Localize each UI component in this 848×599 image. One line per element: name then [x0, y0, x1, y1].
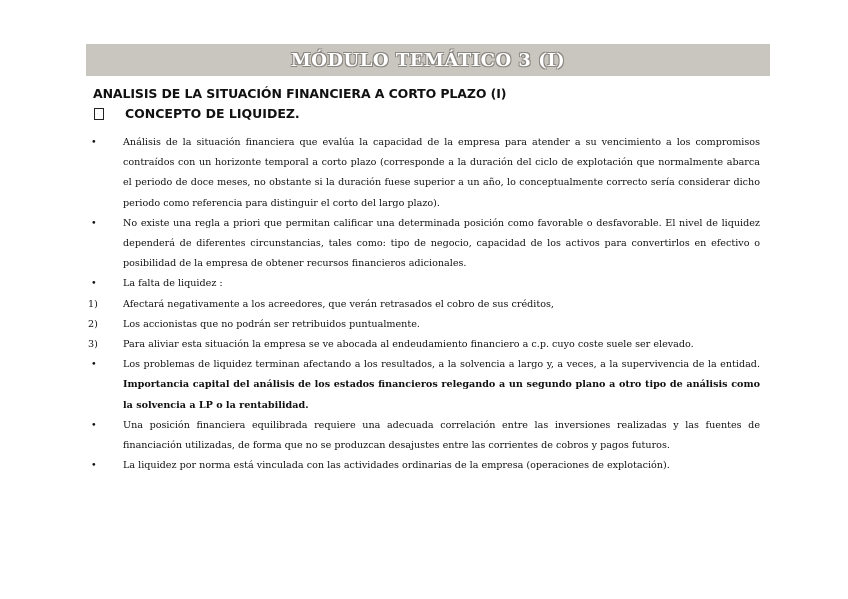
module-title: MÓDULO TEMÁTICO 3 (I): [290, 49, 566, 71]
list-item-text-regular: Los problemas de liquidez terminan afectando a los resultados, a la solvencia a largo y, a veces, a la supervivencia de la entidad.: [123, 359, 760, 371]
list-item: [88, 274, 760, 294]
section-heading: ANALISIS DE LA SITUACIÓN FINANCIERA A CORTO PLAZO (I): [93, 86, 507, 101]
bullet-marker: •: [91, 278, 97, 290]
list-item: [88, 214, 760, 275]
list-item-text: Una posición financiera equilibrada requiere una adecuada correlación entre las inversiones realizadas y las fuentes de financiación utilizadas, de forma que no se produzcan desajustes entre las corrientes de cobros y pagos futuros.: [123, 419, 760, 452]
list-item-text: No existe una regla a priori que permitan calificar una determinada posición como favorable o desfavorable. El nivel de liquidez dependerá de diferentes circunstancias, tales como: tipo de negocio, capacidad de los activos para convertirlos en efectivo o posibilidad de la empresa de obtener recursos financieros adicionales.: [123, 217, 760, 270]
list-item-text: Para aliviar esta situación la empresa se ve abocada al endeudamiento financiero a c.p. cuyo coste suele ser elevado.: [123, 339, 694, 351]
content-list: [88, 133, 760, 476]
list-item: [88, 133, 760, 214]
list-item-text: La liquidez por norma está vinculada con las actividades ordinarias de la empresa (operaciones de explotación).: [123, 460, 670, 472]
list-item-text: Afectará negativamente a los acreedores, que verán retrasados el cobro de sus créditos,: [123, 298, 554, 310]
title-bar: [86, 44, 770, 76]
subheading-row: [93, 106, 300, 121]
list-item: [88, 315, 760, 335]
bullet-marker: •: [91, 419, 97, 431]
list-item-text-bold: Importancia capital del análisis de los estados financieros relegando a un segundo plano a otro tipo de análisis como la solvencia a LP o la rentabilidad.: [123, 379, 760, 411]
number-marker: 3): [88, 339, 98, 351]
list-item-text: La falta de liquidez :: [123, 278, 223, 290]
list-item-text: Análisis de la situación financiera que evalúa la capacidad de la empresa para atender a su vencimiento a los compromisos contraídos con un horizonte temporal a corto plazo (corresponde a la duración del ciclo de explotación que normalmente abarca el periodo de doce meses, no obstante si la duración fuese superior a un año, lo conceptualmente correcto sería considerar dicho periodo como referencia para distinguir el corto del largo plazo).: [123, 137, 760, 209]
list-item: [88, 416, 760, 456]
bullet-marker: •: [91, 137, 97, 148]
list-item-text: Los accionistas que no podrán ser retribuidos puntualmente.: [123, 318, 420, 330]
checkbox-square-icon: [94, 108, 104, 120]
list-item-text: [123, 355, 760, 416]
list-item: [88, 456, 760, 476]
list-item: [88, 295, 760, 315]
bullet-marker: •: [91, 460, 97, 472]
number-marker: 2): [88, 318, 98, 330]
number-marker: 1): [88, 298, 98, 310]
list-item: [88, 355, 760, 416]
bullet-marker: •: [91, 217, 97, 229]
bullet-marker: •: [91, 359, 97, 371]
subheading-text: CONCEPTO DE LIQUIDEZ.: [125, 106, 300, 121]
list-item: [88, 335, 760, 355]
